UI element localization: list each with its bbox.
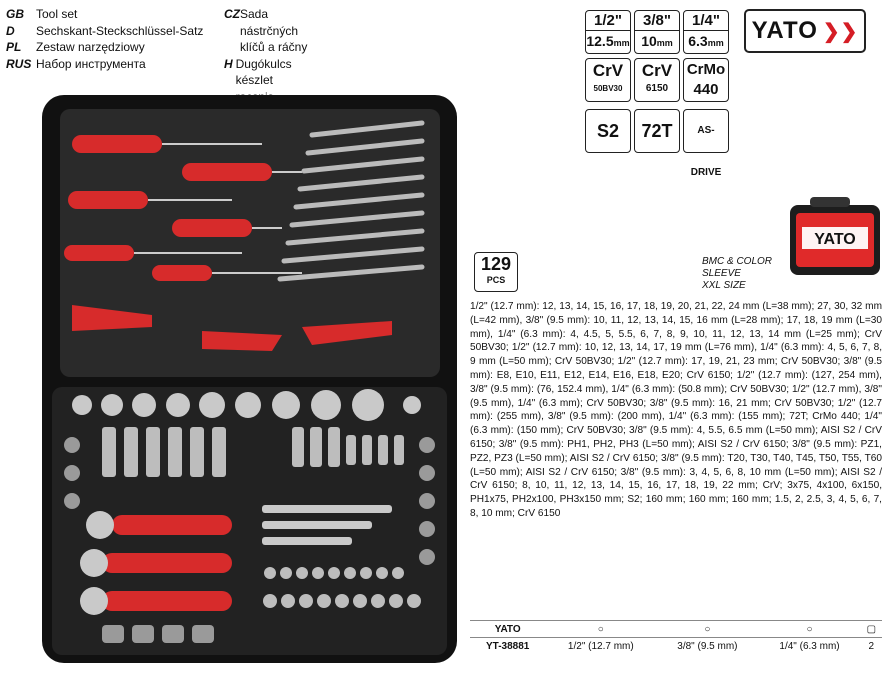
language-list bbox=[6, 6, 308, 87]
case-brand-text: YATO bbox=[814, 231, 856, 248]
case-image bbox=[780, 195, 884, 287]
as-drive-badge: AS-DRIVE bbox=[683, 109, 729, 153]
lang-code: RUS bbox=[6, 56, 32, 71]
table-row: YT-38881 1/2" (12.7 mm) 3/8" (9.5 mm) 1/4" (6.3 mm) 2 bbox=[470, 638, 882, 655]
lang-code: H bbox=[224, 56, 233, 71]
contents-description: 1/2" (12.7 mm): 12, 13, 14, 15, 16, 17, 18, 19, 20, 21, 22, 24 mm (L=38 mm); 27, 30, 32 mm (L=42 mm), 3/8" (9.5 mm): 10, 11, 12, 13, 14, 15, 16 mm (L=28 mm); 17, 18, 19 mm (L=30 mm), 1/4" (6.3 mm): 4, 4.5, 5, 5.5, 6, 7, 8, 9, 10, 11, 12, 13, 14 mm (L=25 mm); CrV 50BV30; 1/2" (12.7 mm): 10, 12, 13, 14, 17, 19 mm (L=76 mm), 1/4" (6.3 mm): 4, 5, 6, 7, 8, 9 mm (L=50 mm); CrV 50BV30; 1/2" (12.7 mm): 17, 19, 21, 23 mm; CrV 50BV30; 3/8" (9.5 mm): E8, E10, E11, E12, E14, E16, E18, E20; CrV 6150; 1/2" (12.7 mm): (127, 254 mm), 3/8" (9.5 mm): (76, 152.4 mm), 1/4" (6.3 mm): (50.8 mm); CrV 50BV30; 1/2" (12.7 mm), 3/8" (9.5 mm), 1/4" (6.3 mm); CrV 50BV30; 3/8" (9.5 mm): 16, 21 mm; CrV 50BV30; 1/2" (12.7 mm): (255 mm), 3/8" (9.5 mm): (200 mm), 1/4" (6.3 mm): (155 mm); 72T; CrMo 440; 1/4" (6.3 mm): (150 mm); CrV 50BV30; 3/8" (9.5 mm): 4, 5.5, 6.5 mm (L=50 mm); AISI S2 / CrV 6150; 3/8" (9.5 mm): PH1, PH2, PH3 (L=50 mm); AISI S2 / CrV 6150; 3/8" (9.5 mm): PZ1, PZ2, PZ3 (L=50 mm); AISI S2 / CrV 6150; 3/8" (9.5 mm): T20, T30, T40, T45, T50, T55, T60 (L=50 mm); AISI S2 / CrV 6150; 3/8" (9.5 mm): 3, 4, 5, 6, 8, 10 mm (L=50 mm); AISI S2 / CrV 6150; 8, 10, 11, 12, 13, 14, 15, 16, 17, 18, 19, 22 mm; CrV; 3x75, 4x100, 6x150, PH1x75, PH2x100, PH3x150 mm; S2; 160 mm; 160 mm; 160 mm; 1.5, 2, 2.5, 3, 4, 5, 6, 7, 8, 10 mm; CrV 6150 bbox=[470, 301, 882, 519]
material-badge: CrMo 440 bbox=[683, 58, 729, 102]
socket-icon: ○ bbox=[545, 621, 656, 638]
lang-text: Dugókulcs készlet bbox=[235, 56, 292, 87]
lang-text: Zestaw narzędziowy bbox=[36, 40, 145, 54]
lang-code: D bbox=[6, 23, 15, 38]
drive-spec-badge: 1/2" 12.5mm bbox=[585, 10, 631, 54]
socket-icon: ○ bbox=[758, 621, 860, 638]
case-note: BMC & COLOR SLEEVE XXL SIZE bbox=[702, 256, 773, 291]
toolbox-photo bbox=[42, 95, 457, 663]
drive-spec-badge: 1/4" 6.3mm bbox=[683, 10, 729, 54]
material-badge: CrV 50BV30 bbox=[585, 58, 631, 102]
socket-icon: ○ bbox=[656, 621, 758, 638]
material-badge: CrV 6150 bbox=[634, 58, 680, 102]
lang-text: Sechskant-Steckschlüssel-Satz bbox=[36, 23, 204, 38]
product-table bbox=[470, 620, 882, 654]
lang-text: Sada nástrčných klíčů a ráčny bbox=[240, 7, 308, 54]
lang-code: PL bbox=[6, 40, 22, 54]
lang-code: CZ bbox=[224, 7, 240, 21]
lang-text: Tool set bbox=[36, 7, 78, 21]
table-header-row: YATO ○ ○ ○ ▢ bbox=[470, 621, 882, 638]
box-icon: ▢ bbox=[861, 621, 882, 638]
lang-text: Набор инструмента bbox=[36, 56, 146, 71]
chevron-logo-icon: ❯❯ bbox=[822, 20, 859, 43]
s2-badge: S2 bbox=[585, 109, 631, 153]
teeth-badge: 72T bbox=[634, 109, 680, 153]
lang-code: GB bbox=[6, 7, 24, 21]
brand-logo: YATO ❯❯ bbox=[744, 9, 866, 53]
piece-count-badge: 129 PCS bbox=[474, 252, 518, 292]
drive-spec-badge: 3/8" 10mm bbox=[634, 10, 680, 54]
